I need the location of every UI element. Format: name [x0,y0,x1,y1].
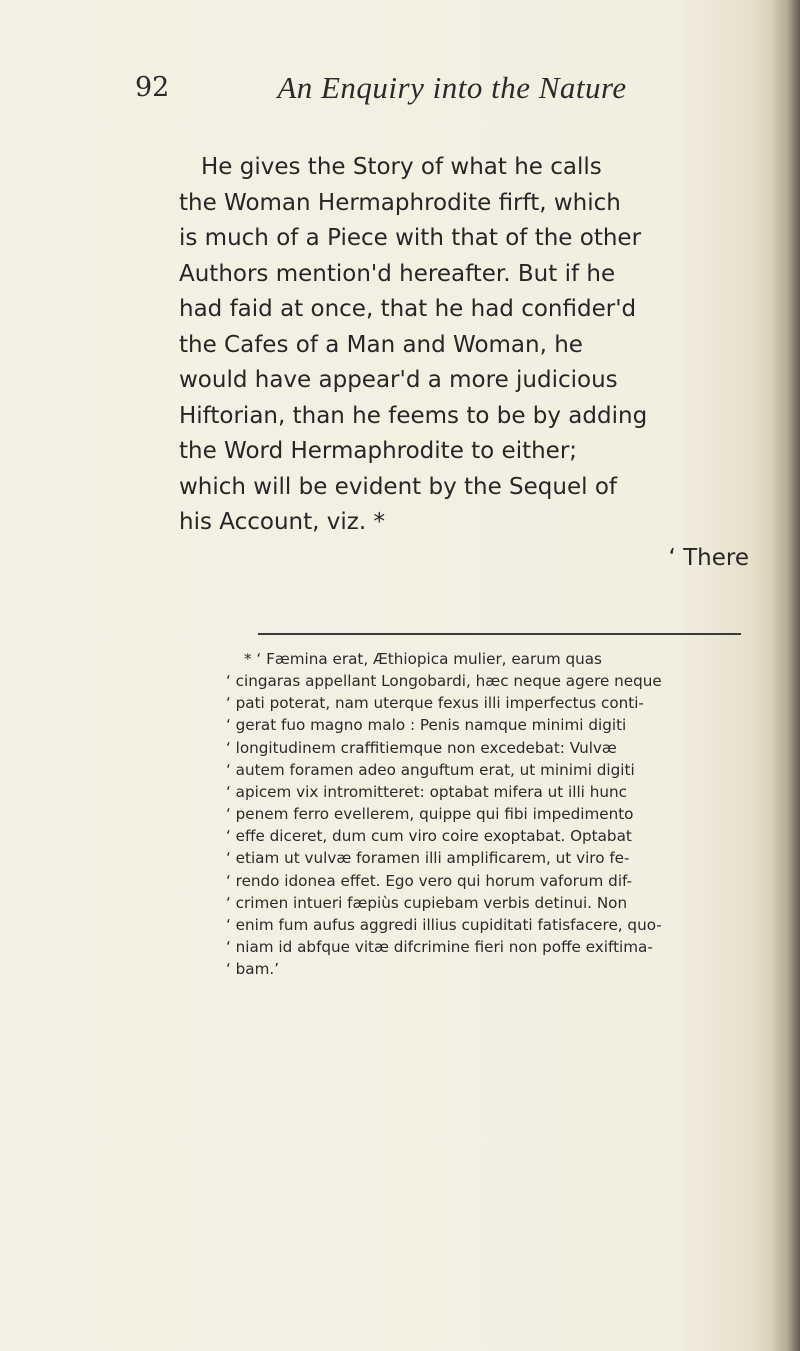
body-line: had faid at once, that he had confider'd [179,296,637,322]
footnote-line: ‘ etiam ut vulvæ foramen illi amplificarem, ut viro fe- [226,849,630,868]
footnote-line: ‘ penem ferro evellerem, quippe qui fibi impedimento [226,805,634,824]
footnote-line: ‘ crimen intueri fæpiùs cupiebam verbis detinui. Non [226,893,628,912]
body-line: Authors mention'd hereafter. But if he [179,260,616,287]
body-line: He gives the Story of what he calls [201,154,602,180]
main-text [179,150,749,576]
body-line: which will be evident by the Sequel of [179,473,617,500]
body-line: the Woman Hermaphrodite firft, which [179,189,621,216]
body-line: the Word Hermaphrodite to either; [179,438,578,464]
footnote-line: ‘ cingaras appellant Longobardi, hæc neque agere neque [226,672,662,691]
body-line: the Cafes of a Man and Woman, he [179,331,583,358]
footnote-line: ‘ enim fum aufus aggredi illius cupiditati fatisfacere, quo- [226,915,662,934]
footnote-line: ‘ effe diceret, dum cum viro coire exoptabat. Optabat [226,827,632,846]
footnote-line: ‘ rendo idonea effet. Ego vero qui horum vaforum dif- [226,871,633,890]
body-line: his Account, viz. * [179,509,385,535]
footnote-line: * ‘ Fæmina erat, Æthiopica mulier, earum quas [244,650,602,668]
footnote-line: ‘ bam.’ [226,960,280,979]
page-number: 92 [135,72,170,103]
footnote-line: ‘ autem foramen adeo anguftum erat, ut minimi digiti [226,760,635,779]
footnote-line: ‘ gerat fuo magno malo : Penis namque minimi digiti [226,716,627,735]
catchword: ‘ There [668,544,749,571]
footnote-line: ‘ longitudinem craffitiemque non excedebat: Vulvæ [226,738,617,757]
footnote-line: ‘ apicem vix intromitteret: optabat mifera ut illi hunc [226,782,627,801]
footnote [226,648,750,980]
footnote-rule [258,633,741,635]
footnote-line: ‘ niam id abfque vitæ difcrimine fieri non poffe exiftima- [226,938,653,957]
running-head: An Enquiry into the Nature [277,70,627,105]
footnote-line: ‘ pati poterat, nam uterque fexus illi imperfectus conti- [226,694,644,713]
body-line: would have appear'd a more judicious [179,367,618,393]
body-line: is much of a Piece with that of the other [179,225,642,251]
page-edge-shadow [772,0,800,1351]
body-line: Hiftorian, than he feems to be by adding [179,402,648,429]
